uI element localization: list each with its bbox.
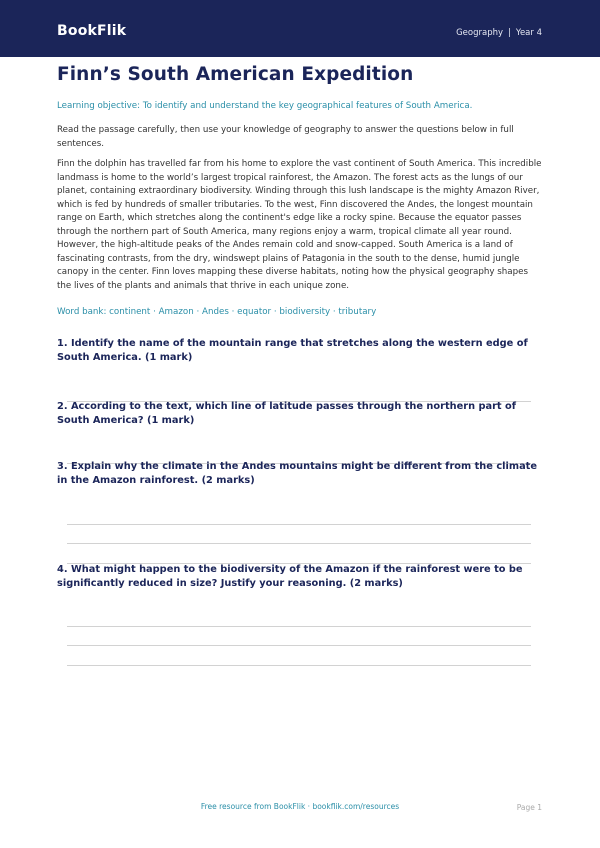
year-label: Year 4: [515, 28, 542, 38]
header-separator: |: [508, 28, 511, 38]
answer-line[interactable]: [67, 626, 531, 627]
answer-line[interactable]: [67, 645, 531, 646]
answer-line[interactable]: [67, 665, 531, 666]
page-title: Finn’s South American Expedition: [57, 64, 414, 85]
subject-label: Geography: [456, 28, 504, 38]
answer-line[interactable]: [67, 524, 531, 525]
question-2: 2. According to the text, which line of latitude passes through the northern part of South America? (1 mark): [57, 401, 517, 426]
header-meta: [456, 28, 542, 38]
question-1: 1. Identify the name of the mountain range that stretches along the western edge of South America. (1 mark): [57, 338, 528, 363]
page-number: Page 1: [516, 803, 542, 812]
brand-logo-text: BookFlik: [57, 23, 127, 39]
question-3: 3. Explain why the climate in the Andes mountains might be different from the climate in the Amazon rainforest. (2 marks): [57, 461, 538, 486]
learning-objective: Learning objective: To identify and understand the key geographical features of South America.: [57, 101, 473, 111]
answer-line[interactable]: [67, 543, 531, 544]
page-header: [0, 0, 600, 57]
word-bank: Word bank: continent · Amazon · Andes · equator · biodiversity · tributary: [57, 307, 377, 317]
footer-credit[interactable]: Free resource from BookFlik · bookflik.com/resources: [200, 802, 400, 811]
question-4: 4. What might happen to the biodiversity of the Amazon if the rainforest were to be significantly reduced in size? Justify your reasoning. (2 marks): [57, 564, 523, 589]
instructions-text: Read the passage carefully, then use your knowledge of geography to answer the questions below in full sentences.: [57, 125, 514, 149]
reading-passage: Finn the dolphin has travelled far from his home to explore the vast continent of South America. This incredible landmass is home to the world’s largest tropical rainforest, the Amazon. The forest acts as the lungs of our planet, containing extraordinary biodiversity. Winding through this lush landscape is the mighty Amazon River, which is fed by hundreds of smaller tributaries. To the west, Finn discovered the Andes, the longest mountain range on Earth, which stretches along the continent's edge like a rocky spine. Because the equator passes through the northern part of South America, many regions enjoy a warm, tropical climate all year round. However, the high-altitude peaks of the Andes remain cold and snow-capped. South America is a land of fascinating contrasts, from the dry, windswept plains of Patagonia in the south to the dense, humid jungle canopy in the center. Finn loves mapping these diverse habitats, noting how the physical geography shapes the lives of the plants and animals that thrive in each unique zone.: [57, 159, 542, 291]
